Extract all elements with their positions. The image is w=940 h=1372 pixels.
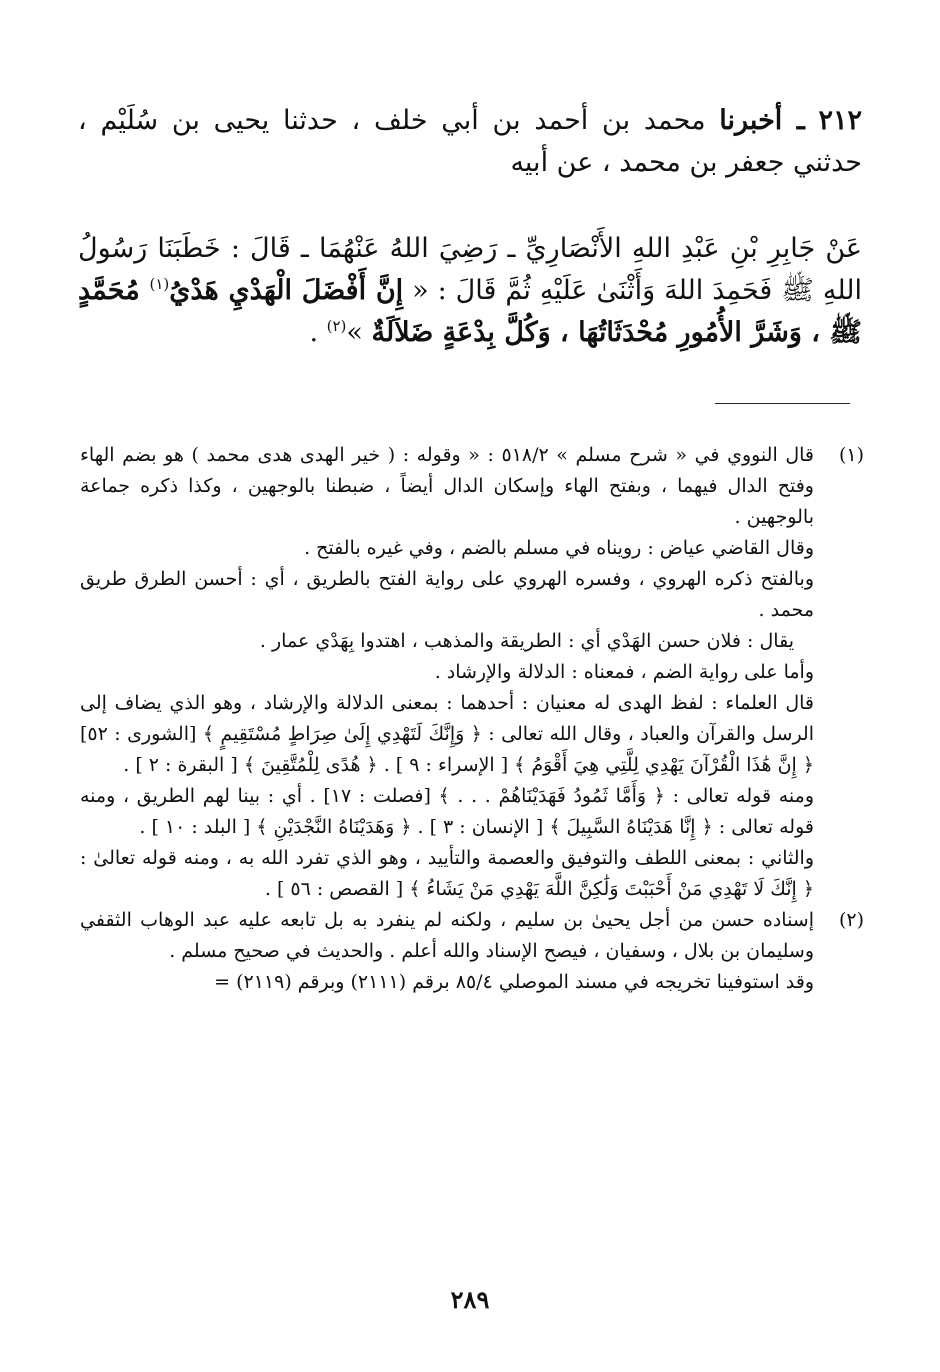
isnad-paragraph <box>78 100 862 184</box>
footnote-number: (١) <box>838 444 864 466</box>
footnote-divider <box>715 403 850 404</box>
hadith-number: ٢١٢ <box>818 105 862 136</box>
footnote-line: والثاني : بمعنى اللطف والتوفيق والعصمة والتأييد ، وهو الذي تفرد الله به ، ومنه قوله تعالىٰ : ﴿ إِنَّكَ لَا تَهْدِي مَنْ أَحْبَبْتَ وَلَٰكِنَّ اللَّهَ يَهْدِي مَنْ يَشَاءُ ﴾ [ القصص : ٥٦ ] . <box>80 847 814 900</box>
hadith-text-bold-2: مُحَمَّدٍ ﷺ ، وَشَرَّ الأُمُورِ مُحْدَثَاتُهَا ، وَكُلَّ بِدْعَةٍ ضَلاَلَةٌ <box>78 275 862 348</box>
hadith-text-bold-1: إِنَّ أَفْضَلَ الْهَدْيِ هَدْيُ <box>169 275 404 306</box>
isnad-lead: ـ أخبرنا <box>719 105 805 136</box>
footnote-line: وبالفتح ذكره الهروي ، وفسره الهروي على رواية الفتح بالطريق ، أي : أحسن الطرق طريق محمد . <box>80 568 814 621</box>
footnote-line: قال العلماء : لفظ الهدى له معنيان : أحدهما : بمعنى الدلالة والإرشاد ، وهو الذي يضاف إلى الرسل والقرآن والعباد ، وقال الله تعالى : ﴿ وَإِنَّكَ لَتَهْدِي إِلَىٰ صِرَاطٍ مُسْتَقِيمٍ ﴾ [الشورى : ٥٢] ﴿ إِنَّ هَٰذَا الْقُرْآنَ يَهْدِي لِلَّتِي هِيَ أَقْوَمُ ﴾ [ الإسراء : ٩ ] . ﴿ هُدًى لِلْمُتَّقِينَ ﴾ [ البقرة : ٢ ] . <box>80 692 814 776</box>
footnote-2 <box>80 905 864 998</box>
footnote-ref-1: (١) <box>149 275 170 293</box>
footnote-line: ومنه قوله تعالى : ﴿ وَأَمَّا ثَمُودُ فَهَدَيْنَاهُمْ . . . ﴾ [فصلت : ١٧] . أي : بينا لهم الطريق ، ومنه قوله تعالى : ﴿ إِنَّا هَدَيْنَاهُ السَّبِيلَ ﴾ [ الإنسان : ٣ ] . ﴿ وَهَدَيْنَاهُ النَّجْدَيْنِ ﴾ [ البلد : ١٠ ] . <box>80 785 814 838</box>
footnote-line: وقال القاضي عياض : رويناه في مسلم بالضم ، وفي غيره بالفتح . <box>304 537 814 559</box>
hadith-text-intro: عَنْ جَابِرِ بْنِ عَبْدِ اللهِ الأَنْصَارِيِّ ـ رَضِيَ اللهُ عَنْهُمَا ـ قَالَ : خَطَبَنَا رَسُولُ اللهِ ﷺ فَحَمِدَ اللهَ وَأَثْنَىٰ عَلَيْهِ ثُمَّ قَالَ : « <box>78 233 862 306</box>
footnotes <box>80 440 864 998</box>
footnote-line: يقال : فلان حسن الهَدْي أي : الطريقة والمذهب ، اهتدوا بِهَدْي عمار . <box>259 630 794 652</box>
hadith-close-quote: » <box>346 317 372 348</box>
footnote-line: إسناده حسن من أجل يحيىٰ بن سليم ، ولكنه لم ينفرد به بل تابعه عليه عبد الوهاب الثقفي وسليمان بن بلال ، وسفيان ، فيصح الإسناد والله أعلم . والحديث في صحيح مسلم . <box>80 909 814 962</box>
footnote-1 <box>80 440 864 905</box>
page-number: ٢٨٩ <box>450 1285 490 1314</box>
isnad-text: محمد بن أحمد بن أبي خلف ، حدثنا يحيى بن سُلَيْم ، حدثني جعفر بن محمد ، عن أبيه <box>78 105 862 178</box>
hadith-matn <box>78 228 862 354</box>
hadith-end: . <box>309 317 327 348</box>
footnote-line: وأما على رواية الضم ، فمعناه : الدلالة والإرشاد . <box>434 661 814 683</box>
footnote-number: (٢) <box>838 909 864 931</box>
footnote-line: وقد استوفينا تخريجه في مسند الموصلي ٨٥/٤ برقم (٢١١١) وبرقم (٢١١٩) = <box>214 971 814 993</box>
footnote-line: قال النووي في « شرح مسلم » ٥١٨/٢ : « وقوله : ( خير الهدى هدى محمد ) هو بضم الهاء وفتح الدال فيهما ، وبفتح الهاء وإسكان الدال أيضاً ، ضبطنا بالوجهين ، وكذا ذكره جماعة بالوجهين . <box>80 444 814 528</box>
footnote-ref-2: (٢) <box>326 317 347 335</box>
